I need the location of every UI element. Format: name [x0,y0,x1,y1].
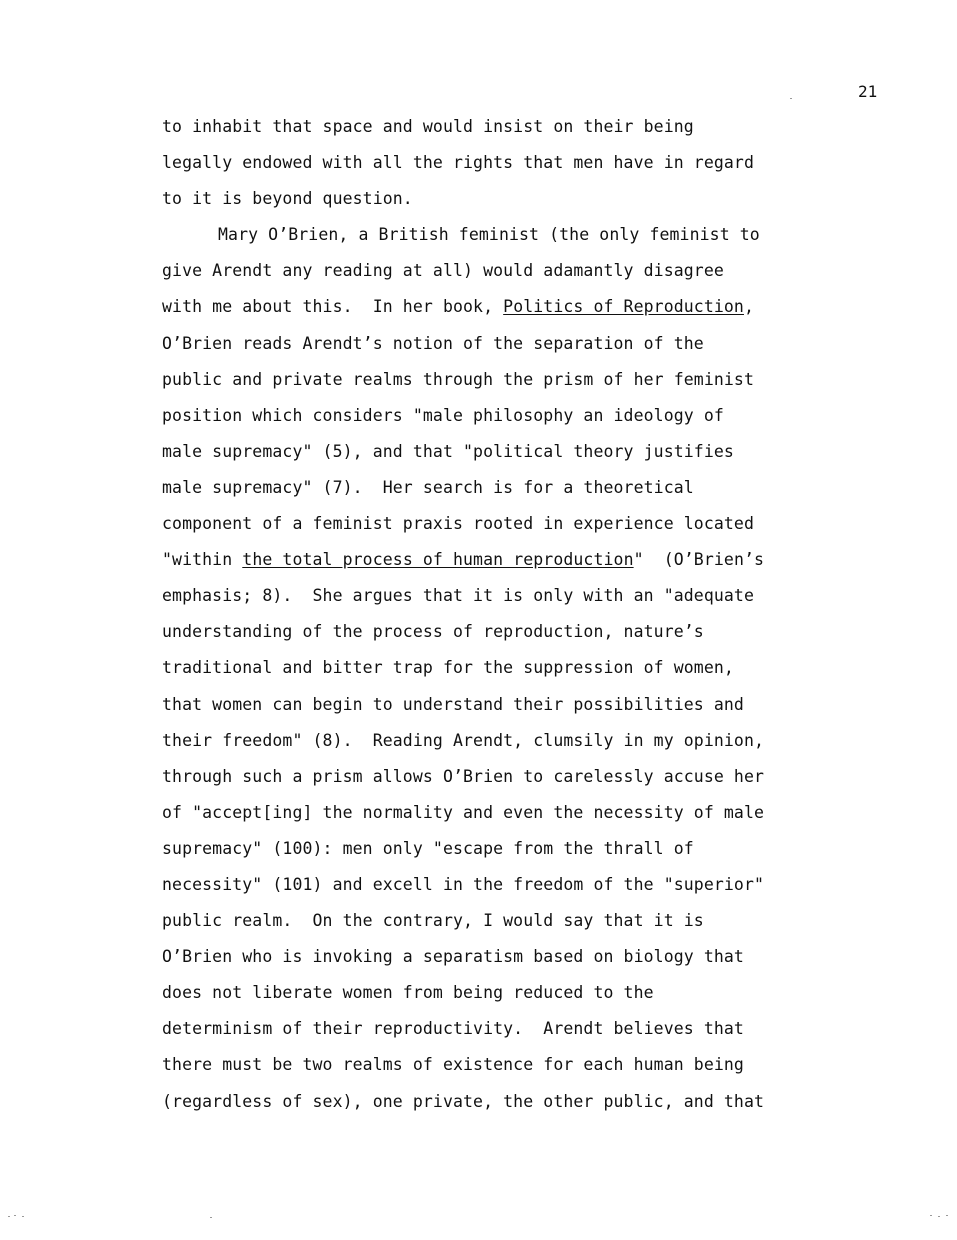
text-line: traditional and bitter trap for the suppression of women, [162,658,734,678]
scan-speck [8,1216,10,1217]
text-line: with me about this. In her book, Politics of Reproduction, [162,297,755,317]
text-line: O’Brien who is invoking a separatism based on biology that [162,947,744,967]
text-line: understanding of the process of reproduction, nature’s [162,622,704,642]
scan-speck [946,1215,948,1216]
text-line: that women can begin to understand their possibilities and [162,694,744,714]
text-line: supremacy" (100): men only "escape from the thrall of [162,838,694,858]
scan-speck [790,98,792,99]
text-line: male supremacy" (7). Her search is for a theoretical [162,477,694,497]
body-text [162,109,842,1120]
scan-speck [14,1215,16,1216]
text-line: (regardless of sex), one private, the other public, and that [162,1091,765,1111]
text-line: through such a prism allows O’Brien to carelessly accuse her [162,766,765,786]
text-line: to it is beyond question. [162,189,413,209]
text-line: component of a feminist praxis rooted in experience located [162,514,754,534]
text-line: give Arendt any reading at all) would adamantly disagree [162,261,724,281]
page-number: 21 [858,82,878,101]
text-line: does not liberate women from being reduced to the [162,983,654,1003]
scan-speck [210,1217,212,1218]
text-line: position which considers "male philosophy an ideology of [162,405,724,425]
scan-speck [930,1215,932,1216]
text-line: emphasis; 8). She argues that it is only with an "adequate [162,586,754,606]
scan-speck [22,1216,24,1217]
text-line: "within the total process of human reproduction" (O’Brien’s [162,550,765,570]
emphasized-phrase: the total process of human reproduction [242,550,634,570]
text-line: there must be two realms of existence for each human being [162,1055,744,1075]
text-line: legally endowed with all the rights that men have in regard [162,153,754,173]
text-line: to inhabit that space and would insist on their being [162,117,694,136]
paragraph-first-line: Mary O’Brien, a British feminist (the only feminist to [218,225,760,245]
text-line: male supremacy" (5), and that "political theory justifies [162,441,734,461]
text-line: O’Brien reads Arendt’s notion of the separation of the [162,333,704,353]
text-line: necessity" (101) and excell in the freedom of the "superior" [162,874,765,894]
text-line: of "accept[ing] the normality and even the necessity of male [162,802,765,822]
text-line: determinism of their reproductivity. Arendt believes that [162,1019,744,1039]
book-title: Politics of Reproduction [503,297,744,317]
text-line: public realm. On the contrary, I would say that it is [162,911,704,931]
text-line: their freedom" (8). Reading Arendt, clumsily in my opinion, [162,730,765,750]
text-line: public and private realms through the prism of her feminist [162,369,754,389]
scan-speck [938,1216,940,1217]
